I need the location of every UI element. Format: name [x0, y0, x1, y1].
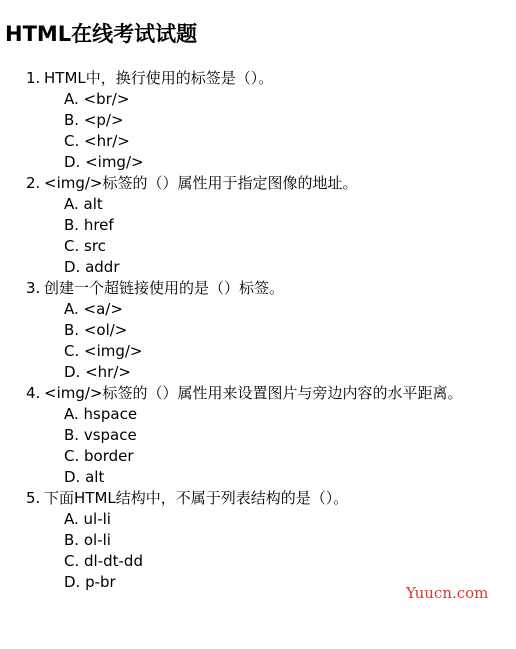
option-list — [26, 509, 463, 593]
question-item — [26, 488, 463, 593]
question-item — [26, 68, 463, 173]
question-stem — [26, 278, 463, 299]
question-number: 1. — [26, 69, 41, 87]
option-b: B. <p/> — [64, 111, 124, 129]
question-text: 下面HTML结构中，不属于列表结构的是（）。 — [44, 489, 349, 507]
question-text: <img/>标签的（）属性用来设置图片与旁边内容的水平距离。 — [44, 384, 463, 402]
option-d: D. <hr/> — [64, 363, 131, 381]
watermark: Yuucn.com — [406, 584, 489, 602]
option-list — [26, 89, 463, 173]
question-number: 2. — [26, 174, 41, 192]
question-item — [26, 383, 463, 488]
option-d: D. <img/> — [64, 153, 144, 171]
question-text: HTML中，换行使用的标签是（）。 — [44, 69, 274, 87]
page-title: HTML在线考试试题 — [5, 22, 198, 46]
question-item — [26, 278, 463, 383]
option-c: C. <img/> — [64, 342, 143, 360]
question-list — [26, 68, 463, 593]
option-b: B. vspace — [64, 426, 137, 444]
option-a: A. <a/> — [64, 300, 123, 318]
option-a: A. <br/> — [64, 90, 130, 108]
question-number: 4. — [26, 384, 41, 402]
option-b: B. ol-li — [64, 531, 111, 549]
question-text: <img/>标签的（）属性用于指定图像的地址。 — [44, 174, 358, 192]
option-list — [26, 194, 463, 278]
option-d: D. alt — [64, 468, 105, 486]
question-text: 创建一个超链接使用的是（）标签。 — [44, 279, 285, 297]
question-stem — [26, 488, 463, 509]
option-c: C. border — [64, 447, 134, 465]
question-stem — [26, 383, 463, 404]
question-number: 5. — [26, 489, 41, 507]
option-c: C. dl-dt-dd — [64, 552, 143, 570]
option-d: D. addr — [64, 258, 120, 276]
option-a: A. hspace — [64, 405, 138, 423]
option-list — [26, 404, 463, 488]
question-number: 3. — [26, 279, 41, 297]
question-stem — [26, 173, 463, 194]
option-b: B. href — [64, 216, 114, 234]
option-a: A. ul-li — [64, 510, 111, 528]
question-stem — [26, 68, 463, 89]
option-d: D. p-br — [64, 573, 116, 591]
option-b: B. <ol/> — [64, 321, 128, 339]
option-c: C. <hr/> — [64, 132, 130, 150]
option-c: C. src — [64, 237, 106, 255]
option-a: A. alt — [64, 195, 103, 213]
option-list — [26, 299, 463, 383]
question-item — [26, 173, 463, 278]
